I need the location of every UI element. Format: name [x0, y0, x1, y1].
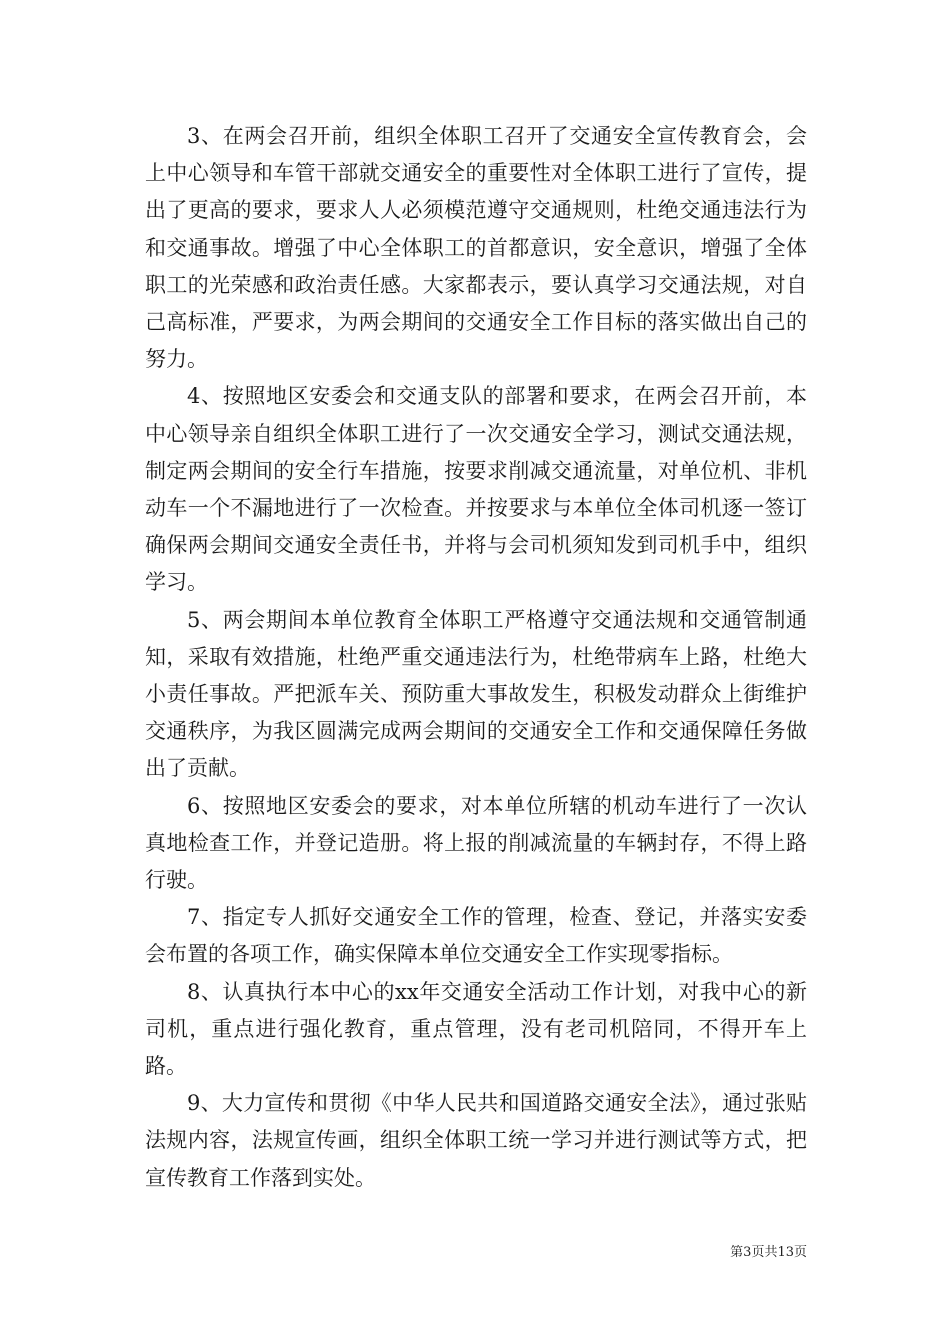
page-number-footer: 第3页共13页: [730, 1245, 807, 1260]
paragraph-item-7: 7、指定专人抓好交通安全工作的管理，检查、登记，并落实安委会布置的各项工作，确实保障本单位交通安全工作实现零指标。: [145, 905, 807, 967]
document-body: [145, 118, 807, 1197]
paragraph-item-8: 8、认真执行本中心的xx年交通安全活动工作计划，对我中心的新司机，重点进行强化教育，重点管理，没有老司机陪同，不得开车上路。: [145, 979, 807, 1079]
paragraph-item-6: 6、按照地区安委会的要求，对本单位所辖的机动车进行了一次认真地检查工作，并登记造册。将上报的削减流量的车辆封存，不得上路行驶。: [145, 793, 807, 893]
paragraph-item-3: 3、在两会召开前，组织全体职工召开了交通安全宣传教育会，会上中心领导和车管干部就交通安全的重要性对全体职工进行了宣传，提出了更高的要求，要求人人必须模范遵守交通规则，杜绝交通违法行为和交通事故。增强了中心全体职工的首都意识，安全意识，增强了全体职工的光荣感和政治责任感。大家都表示，要认真学习交通法规，对自己高标准，严要求，为两会期间的交通安全工作目标的落实做出自己的努力。: [145, 124, 807, 372]
paragraph-item-5: 5、两会期间本单位教育全体职工严格遵守交通法规和交通管制通知，采取有效措施，杜绝严重交通违法行为，杜绝带病车上路，杜绝大小责任事故。严把派车关、预防重大事故发生，积极发动群众上街维护交通秩序，为我区圆满完成两会期间的交通安全工作和交通保障任务做出了贡献。: [145, 607, 807, 781]
paragraph-item-9: 9、大力宣传和贯彻《中华人民共和国道路交通安全法》，通过张贴法规内容，法规宣传画，组织全体职工统一学习并进行测试等方式，把宣传教育工作落到实处。: [145, 1091, 807, 1190]
paragraph-item-4: 4、按照地区安委会和交通支队的部署和要求，在两会召开前，本中心领导亲自组织全体职工进行了一次交通安全学习，测试交通法规，制定两会期间的安全行车措施，按要求削减交通流量，对单位机、非机动车一个不漏地进行了一次检查。并按要求与本单位全体司机逐一签订确保两会期间交通安全责任书，并将与会司机须知发到司机手中，组织学习。: [145, 384, 807, 595]
